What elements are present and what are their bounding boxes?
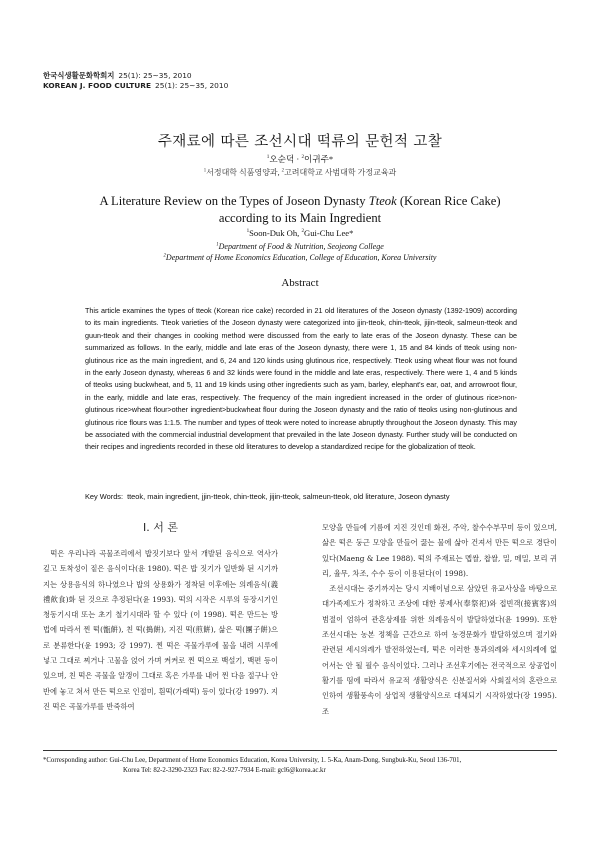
affiliation: 서정대학 식품영양과, — [206, 168, 282, 177]
author-name: 이귀주* — [304, 154, 334, 164]
affiliations-korean — [0, 167, 600, 178]
journal-header-line1 — [43, 70, 192, 81]
affiliation: 고려대학교 사범대학 가정교육과 — [284, 168, 397, 177]
body-column-right — [322, 520, 557, 719]
affil-marker: 2 — [281, 168, 285, 174]
affiliation: Department of Home Economics Education, College of Education, Korea University — [165, 252, 437, 262]
authors-english — [0, 228, 600, 238]
keywords — [85, 492, 517, 501]
affiliations-english — [0, 242, 600, 263]
keywords-label: Key Words: — [85, 492, 124, 501]
keywords-list: tteok, main ingredient, jjin-tteok, chin-tteok, jijin-tteok, salmeun-tteok, old literature, Joseon dynasty — [127, 492, 450, 501]
paper-title-korean: 주재료에 따른 조선시대 떡류의 문헌적 고찰 — [157, 134, 443, 150]
title-italic: Tteok — [368, 194, 397, 208]
corresponding-author-footnote — [43, 756, 557, 776]
title-line-2: according to its Main Ingredient — [218, 210, 382, 225]
authors-korean — [0, 153, 600, 165]
affil-marker: 1 — [203, 168, 207, 174]
author-separator: · — [294, 154, 302, 164]
affil-marker: 2 — [301, 154, 305, 161]
affil-marker: 1 — [216, 242, 219, 248]
footnote-line-2: Korea Tel: 82-2-3290-2323 Fax: 82-2-927-7934 E-mail: gcl6@korea.ac.kr — [123, 767, 326, 774]
body-paragraph: 조선시대는 중기까지는 당시 지배이념으로 삼았던 유교사상을 바탕으로 대가족제도가 정착하고 조상에 대한 봉제사(奉祭祀)와 접빈객(接賓客)의 범절이 엄하여 관혼상제를 위한 의례음식이 발달하였다(윤 1999). 또한 조선시대는 농본 정책을 근간으로 하여 농경문화가 발달하였으며 절기와 관련된 세시의례가 발전하였는데, 떡은 이러한 통과의례와 세시의례에 없어서는 안 될 필수 음식이었다. 그러나 조선후기에는 전국적으로 상공업이 활기를 띰에 따라서 유교적 생활양식은 신분질서와 사회질서의 혼란으로 인하여 생활풍속이 상업적 생활양식으로 대체되기 시작하였다(장 1995). 조 — [322, 584, 557, 716]
journal-name-ko: 한국식생활문화학회지 — [43, 71, 115, 80]
affil-marker: 2 — [163, 252, 166, 258]
journal-name-en: KOREAN J. FOOD CULTURE — [43, 81, 152, 90]
abstract-heading: Abstract — [281, 277, 319, 289]
section-heading-introduction: Ⅰ. 서 론 — [143, 521, 178, 534]
affiliation-2 — [0, 253, 600, 264]
body-paragraph: 모양을 만들에 기름에 지진 것인데 화전, 주악, 찰수수부꾸미 등이 있으며, 삶은 떡은 둥근 모양을 만들어 끓는 물에 삶아 건져서 만든 떡으로 경단이 있다(Maeng & Lee 1988). 떡의 주재료는 멥쌀, 찹쌀, 밀, 메밀, 보리 귀리, 율무, 차조, 수수 등이 이용된다(이 1998). — [322, 523, 557, 578]
author-name: Soon-Duk Oh, — [249, 228, 302, 238]
affiliation: Department of Food & Nutrition, Seojeong College — [218, 242, 384, 251]
journal-volume-en: 25(1): 25~35, 2010 — [155, 81, 229, 90]
author-name: Gui-Chu Lee* — [304, 228, 354, 238]
title-text: (Korean Rice Cake) — [396, 194, 501, 208]
journal-volume: 25(1): 25~35, 2010 — [118, 71, 192, 80]
affil-marker: 2 — [301, 228, 305, 235]
journal-header-line2 — [43, 81, 228, 90]
body-column-left — [43, 520, 278, 714]
author-name: 오순덕 — [269, 154, 295, 164]
affiliation-1 — [0, 242, 600, 253]
footnote-divider — [43, 750, 557, 751]
abstract-body: This article examines the types of tteok (Korean rice cake) recorded in 21 old literatures of the Joseon dynasty (1392-1909) according to its main ingredients. Tteok varieties of the Joseon dynasty were categorized into jjin-tteok, chin-tteok, jijin-tteok, salmeun-tteok and guun-tteok and their changes in cooking method were discussed from the early to late eras of the Joseon dynasty. These can be summarized as follows. In the early, middle and late eras of the Joseon dynasty, there were 1, 15 and 84 kinds of tteok using non-glutinous rice as the main ingredient, and 6, 24 and 120 kinds using glutinous rice, respectively. Tteok using wheat flour was not found in the early Joseon dynasty, whereas 6 and 32 kinds were found in the middle and late eras, respectively. There were 1, 4 and 5 kinds of tteoks using buckwheat, and 5, 11 and 19 kinds using other ingredients such as yam, barley, elephant's ear, oat, and arrowroot flour, in the early, middle and late eras, respectively. The frequency of the main ingredient increased in the order of glutinous rice>non-glutinous rice>wheat flour>other ingredient>buckwheat flour during the Joseon dynasty and the ratio of tteoks using non-glutinous and glutinous rice flours was 1:1.5. The number and types of tteok were noted to increase abruptly throughout the Joseon dynasty. This may be associated with the commercial industrial development that prevailed in the late Joseon dynasty. Further study will be conducted on their recipes and ingredients recorded in these old literatures to develop a standardized recipe for the globalization of tteok. — [85, 306, 517, 452]
body-paragraph: 떡은 우리나라 곡물조리에서 밥짓기보다 앞서 개발된 음식으로 역사가 깊고 토착성이 짙은 음식이다(윤 1980). 떡은 밥 짓기가 일반화 된 시기까지는 상용음식의 하나였으나 밥의 상용화가 정착된 이후에는 의례음식(義禮飮食)화 된 것으로 추정된다(윤 1993). 떡의 시작은 시루의 등장시기인 청동기시대 또는 초기 철기시대라 할 수 있다 (이 1998). 떡은 만드는 방법에 따라서 찐 떡(甑餠), 친 떡(搗餠), 지진 떡(煎餠), 삶은 떡(團子餠)으로 분류한다(윤 1993; 강 1997). 찐 떡은 곡물가루에 물을 내려 시루에 넣고 그대로 찌거나 고물을 얹어 가며 켜켜로 찐 떡으로 백설기, 백편 등이 있으며, 친 떡은 곡물을 알갱이 그대로 혹은 가루를 내어 찐 다음 절구나 안반에 놓고 쳐서 만든 떡으로 인절미, 흰떡(가래떡) 등이 있다(강 1997). 지진 떡은 곡물가루를 반죽하여 — [43, 549, 278, 711]
title-line-1 — [0, 193, 600, 210]
affil-marker: 1 — [266, 154, 270, 161]
affil-marker: 1 — [246, 228, 250, 235]
footnote-line-1: *Corresponding author: Gui-Chu Lee, Department of Home Economics Education, Korea University, 1. 5-Ka, Anam-Dong, Sungbuk-Ku, Seoul 136-701, — [43, 757, 462, 764]
title-text: A Literature Review on the Types of Joseon Dynasty — [99, 194, 369, 208]
paper-title-english — [0, 193, 600, 226]
